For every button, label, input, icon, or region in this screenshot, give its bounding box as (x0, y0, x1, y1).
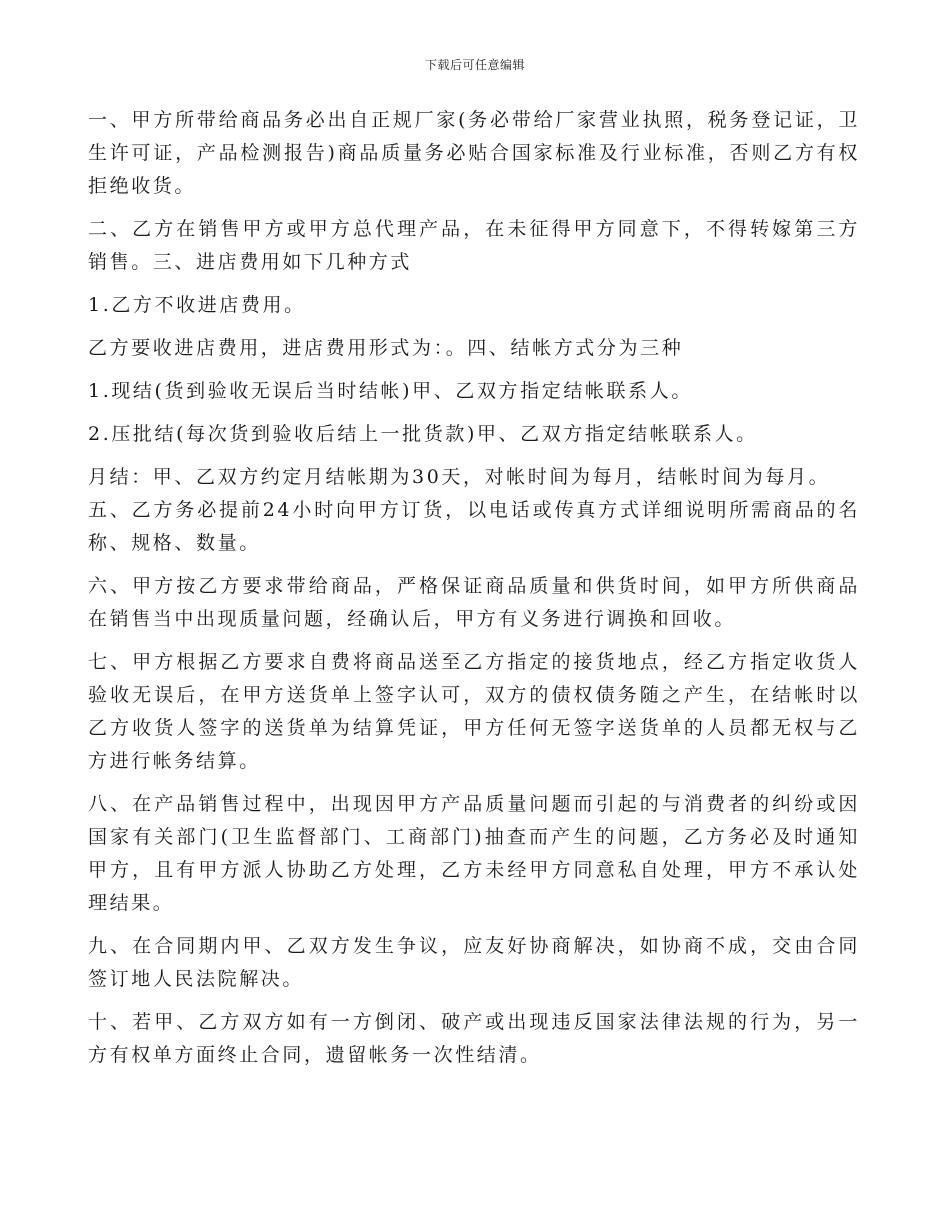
settlement-option-2: 2.压批结(每次货到验收后结上一批货款)甲、乙双方指定结帐联系人。 (88, 423, 758, 445)
clause-8: 八、在产品销售过程中，出现因甲方产品质量问题而引起的与消费者的纠纷或因国家有关部门(卫生监督部门、工商部门)抽查而产生的问题，乙方务必及时通知甲方，且有甲方派人协助乙方处理，乙方未经甲方同意私自处理，甲方不承认处理结果。 (88, 793, 860, 914)
document-body (88, 104, 860, 1082)
clause-10: 十、若甲、乙方双方如有一方倒闭、破产或出现违反国家法律法规的行为，另一方有权单方面终止合同，遗留帐务一次性结清。 (88, 1011, 860, 1066)
clause-6: 六、甲方按乙方要求带给商品，严格保证商品质量和供货时间，如甲方所供商品在销售当中出现质量问题，经确认后，甲方有义务进行调换和回收。 (88, 575, 860, 630)
fee-option-2-clause-4: 乙方要收进店费用，进店费用形式为：。四、结帐方式分为三种 (88, 337, 684, 359)
clause-1: 一、甲方所带给商品务必出自正规厂家(务必带给厂家营业执照，税务登记证，卫生许可证，产品检测报告)商品质量务必贴合国家标准及行业标准，否则乙方有权拒绝收货。 (88, 109, 860, 197)
clause-2-3: 二、乙方在销售甲方或甲方总代理产品，在未征得甲方同意下，不得转嫁第三方销售。三、进店费用如下几种方式 (88, 218, 860, 273)
clause-9: 九、在合同期内甲、乙双方发生争议，应友好协商解决，如协商不成，交由合同签订地人民法院解决。 (88, 935, 860, 990)
fee-option-1: 1.乙方不收进店费用。 (88, 294, 306, 316)
page-header: 下载后可任意编辑 (424, 58, 525, 72)
settlement-option-1: 1.现结(货到验收无误后当时结帐)甲、乙双方指定结帐联系人。 (88, 380, 693, 402)
clause-7: 七、甲方根据乙方要求自费将商品送至乙方指定的接货地点，经乙方指定收货人验收无误后，在甲方送货单上签字认可，双方的债权债务随之产生，在结帐时以乙方收货人签字的送货单为结算凭证，甲方任何无签字送货单的人员都无权与乙方进行帐务结算。 (88, 651, 860, 772)
clause-5: 五、乙方务必提前24小时向甲方订货，以电话或传真方式详细说明所需商品的名称、规格、数量。 (88, 499, 860, 554)
settlement-option-3: 月结：甲、乙双方约定月结帐期为30天，对帐时间为每月，结帐时间为每月。 (88, 466, 831, 488)
